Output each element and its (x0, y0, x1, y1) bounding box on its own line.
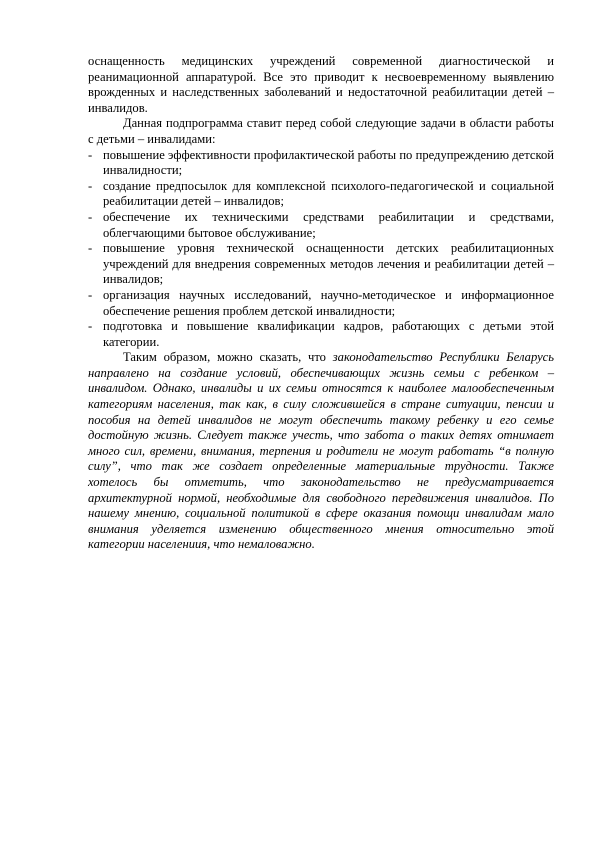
list-bullet: - (88, 147, 93, 162)
list-item-text: организация научных исследований, научно-методическое и информационное обеспечение решения проблем детской инвалидности; (103, 287, 554, 318)
list-item (88, 210, 554, 241)
list-item (88, 319, 554, 350)
list-bullet: - (88, 241, 93, 256)
list-item-text: повышение эффективности профилактической работы по предупреждению детской инвалидности; (103, 147, 554, 178)
list-bullet: - (88, 209, 93, 224)
list-item-text: повышение уровня технической оснащенности детских реабилитационных учреждений для внедрения современных методов лечения и реабилитации детей – инвалидов; (103, 241, 554, 287)
list-bullet: - (88, 319, 93, 334)
list-item (88, 148, 554, 179)
list-item (88, 241, 554, 288)
tasks-intro-paragraph: Данная подпрограмма ставит перед собой следующие задачи в области работы с детьми – инвалидами: (88, 116, 554, 146)
list-item (88, 179, 554, 210)
list-item (88, 288, 554, 319)
list-bullet: - (88, 287, 93, 302)
document-page (88, 54, 554, 553)
list-item-text: подготовка и повышение квалификации кадров, работающих с детьми этой категории. (103, 319, 554, 349)
conclusion-lead-text: Таким образом, можно сказать, что (123, 350, 333, 365)
conclusion-italic-text: законодательство Республики Беларусь направлено на создание условий, обеспечивающих жизнь семьи с ребенком – инвалидом. Однако, инвалиды и их семьи относятся к наиболее малообеспеченным категориям населения, так как, в силу сложившейся в стране ситуации, пенсии и пособия на детей инвалидов не могут обеспечить такому ребенку и его семье достойную жизнь. Следует также учесть, что забота о таких детях отнимает много сил, времени, внимания, терпения и родители не могут работать “в полную силу”, что так же создает определенные материальные трудности. Также хотелось бы отметить, что законодательство не предусматривается архитектурной нормой, необходимые для свободного передвижения инвалидов. По нашему мнению, социальной политикой в сфере оказания помощи инвалидам мало внимания уделяется изменению общественного мнения относительно этой категории населениия, что немаловажно. (88, 350, 554, 552)
tasks-list (88, 148, 554, 351)
list-item-text: создание предпосылок для комплексной психолого-педагогической и социальной реабилитации детей – инвалидов; (103, 178, 554, 209)
list-bullet: - (88, 178, 93, 193)
conclusion-paragraph (88, 350, 554, 553)
intro-paragraph: оснащенность медицинских учреждений современной диагностической и реанимационной аппаратурой. Все это приводит к несвоевременному выявлению врожденных и наследственных заболеваний и недостаточной реабилитации детей – инвалидов. (88, 54, 554, 115)
list-item-text: обеспечение их техническими средствами реабилитации и средствами, облегчающими бытовое обслуживание; (103, 209, 554, 240)
